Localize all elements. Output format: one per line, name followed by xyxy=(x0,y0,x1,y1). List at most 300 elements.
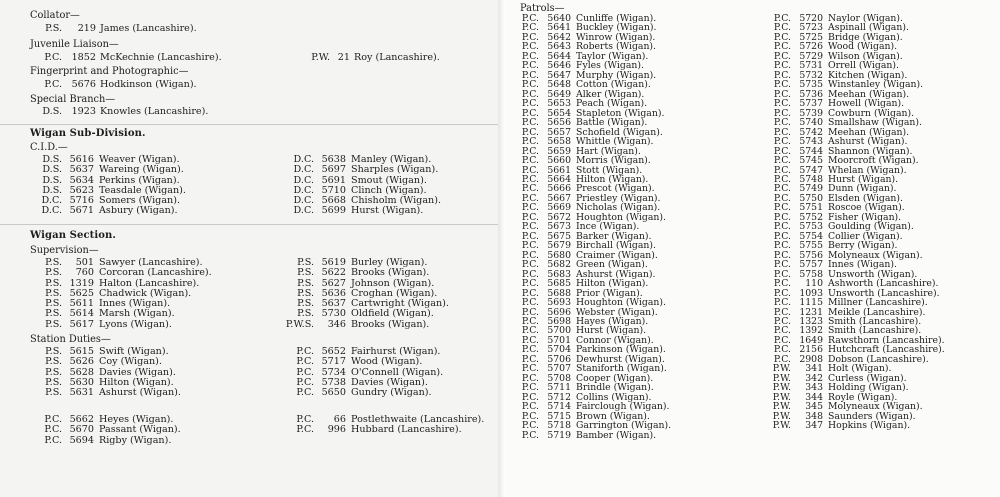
rank: P.C. xyxy=(773,344,791,356)
officer-name: Ashurst (Wigan). xyxy=(99,387,181,399)
officer-name: Brooks (Wigan). xyxy=(351,267,430,279)
officer-name: Heyes (Wigan). xyxy=(99,414,174,425)
officer-name: Hart (Wigan). xyxy=(576,145,641,157)
collar-number: 5758 xyxy=(799,268,823,280)
collar-number: 5661 xyxy=(547,164,571,176)
rank: P.C. xyxy=(296,366,314,378)
collar-number: 5683 xyxy=(547,268,571,280)
rank: P.S. xyxy=(45,308,62,320)
rank: P.C. xyxy=(773,79,791,91)
officer-name: Hilton (Wigan). xyxy=(576,173,649,185)
collar-number: 5657 xyxy=(547,126,571,138)
rank: P.C. xyxy=(521,164,539,176)
officer-name: Johnson (Wigan). xyxy=(351,277,435,289)
collar-number: 5699 xyxy=(321,205,346,217)
rank: P.C. xyxy=(521,382,539,394)
officer-name: Hurst (Wigan). xyxy=(576,325,647,337)
rank: P.C. xyxy=(773,306,791,318)
collar-number: 5719 xyxy=(547,429,571,441)
collar-number: 5753 xyxy=(799,221,823,233)
collar-number: 5740 xyxy=(799,117,823,129)
rank: P.C. xyxy=(521,344,539,356)
officer-name: Ashurst (Wigan). xyxy=(576,268,656,280)
rank: P.S. xyxy=(45,318,62,330)
collar-number: 5634 xyxy=(69,174,94,186)
rank: P.C. xyxy=(521,88,539,100)
collar-number: 5672 xyxy=(547,211,571,223)
officer-name: Davies (Wigan). xyxy=(99,366,176,378)
officer-name: Chadwick (Wigan). xyxy=(99,287,192,299)
rank: P.C. xyxy=(773,173,791,185)
officer-name: Hurst (Wigan). xyxy=(828,173,899,185)
officer-name: Ince (Wigan). xyxy=(576,221,640,233)
rank: D.C. xyxy=(293,154,314,165)
officer-name: Molyneaux (Wigan). xyxy=(828,249,923,261)
rank: P.C. xyxy=(296,356,314,368)
collar-number: 1319 xyxy=(69,277,94,289)
collar-number: 5694 xyxy=(69,434,94,446)
collar-number: 5756 xyxy=(799,249,823,261)
collar-number: 5641 xyxy=(547,22,571,34)
collar-number: 5717 xyxy=(321,356,346,368)
officer-name: Naylor (Wigan). xyxy=(828,13,903,24)
collar-number: 5704 xyxy=(547,344,571,356)
officer-name: Marsh (Wigan). xyxy=(99,308,175,320)
collar-number: 5707 xyxy=(547,363,571,375)
officer-name: Smallshaw (Wigan). xyxy=(828,117,922,129)
rank: P.C. xyxy=(521,79,539,91)
wigan-section-heading: Wigan Section. xyxy=(30,230,116,241)
station-duties-heading: Station Duties— xyxy=(30,334,111,345)
officer-name: O'Connell (Wigan). xyxy=(351,366,444,378)
section-divider xyxy=(0,124,498,125)
rank: D.C. xyxy=(293,184,314,196)
collar-number: 5654 xyxy=(547,107,571,119)
rank: P.C. xyxy=(773,183,791,195)
collar-number: 5720 xyxy=(799,13,823,24)
rank: P.C. xyxy=(296,414,314,425)
collar-number: 5714 xyxy=(547,401,571,413)
rank: D.C. xyxy=(41,205,62,217)
rank: P.C. xyxy=(296,387,314,399)
collar-number: 5748 xyxy=(799,173,823,185)
officer-name: Asbury (Wigan). xyxy=(99,205,178,217)
collar-number: 5662 xyxy=(69,414,94,425)
collar-number: 5616 xyxy=(69,154,94,165)
collar-number: 5671 xyxy=(69,205,94,217)
collar-number: 5738 xyxy=(321,376,346,388)
rank: P.S. xyxy=(45,267,62,279)
officer-name: Schofield (Wigan). xyxy=(576,126,663,138)
collar-number: 345 xyxy=(805,401,823,413)
section-divider xyxy=(0,224,498,225)
officer-name: Hayes (Wigan). xyxy=(576,316,649,327)
officer-name: Ashurst (Wigan). xyxy=(828,136,908,148)
station-duties-right-list xyxy=(276,347,443,398)
rank: D.S. xyxy=(42,174,62,186)
collar-number: 5630 xyxy=(69,376,94,388)
collar-number: 5640 xyxy=(547,13,571,24)
collar-number: 5659 xyxy=(547,145,571,157)
officer-name: Connor (Wigan). xyxy=(576,334,654,346)
collar-number: 5631 xyxy=(69,387,94,399)
collar-number: 5749 xyxy=(799,183,823,195)
left-page xyxy=(0,0,498,497)
rank: P.C. xyxy=(521,136,539,148)
station-duties-left-list-2 xyxy=(24,415,181,446)
officer-name: Moorcroft (Wigan). xyxy=(828,155,919,167)
rank: P.C. xyxy=(521,60,539,72)
collar-number: 1093 xyxy=(799,287,823,299)
rank: P.S. xyxy=(297,298,314,310)
rank: P.S. xyxy=(45,366,62,378)
collar-number: 5715 xyxy=(547,410,571,422)
collar-number: 5650 xyxy=(321,387,346,399)
officer-name: Orrell (Wigan). xyxy=(828,60,899,72)
rank: P.C. xyxy=(521,259,539,271)
rank: P.C. xyxy=(773,268,791,280)
officer-name: Unsworth (Lancashire). xyxy=(828,287,940,299)
collar-number: 5754 xyxy=(799,230,823,242)
patrols-list-2 xyxy=(765,14,945,431)
rank: P.C. xyxy=(44,414,62,425)
officer-name: Cowburn (Wigan). xyxy=(828,107,915,119)
rank: P.C. xyxy=(773,98,791,110)
collar-number: 5732 xyxy=(799,69,823,81)
rank: P.W. xyxy=(772,401,791,413)
officer-name: Battle (Wigan). xyxy=(576,117,648,129)
collar-number: 5669 xyxy=(547,202,571,214)
officer-name: Meikle (Lancashire). xyxy=(828,306,926,318)
collar-number: 5711 xyxy=(547,382,571,394)
rank: P.C. xyxy=(521,372,539,384)
rank: P.C. xyxy=(296,346,314,357)
wigan-sub-division-heading: Wigan Sub-Division. xyxy=(30,128,146,139)
rank: P.S. xyxy=(297,277,314,289)
officer-name: Unsworth (Wigan). xyxy=(828,268,918,280)
officer-name: Perkins (Wigan). xyxy=(99,174,180,186)
rank: P.C. xyxy=(521,221,539,233)
rank: P.C. xyxy=(296,424,314,436)
officer-name: Birchall (Wigan). xyxy=(576,240,656,252)
collar-number: 5617 xyxy=(69,318,94,330)
collar-number: 5644 xyxy=(547,50,571,62)
officer-name: Millner (Lancashire). xyxy=(828,297,928,309)
rank: P.C. xyxy=(521,316,539,327)
rank: D.C. xyxy=(293,195,314,207)
rank: P.C. xyxy=(773,88,791,100)
officer-name: Winrow (Wigan). xyxy=(576,31,656,43)
officer-name: Hurst (Wigan). xyxy=(351,205,424,217)
officer-name: Innes (Wigan). xyxy=(99,298,171,310)
rank: P.C. xyxy=(521,211,539,223)
rank: P.C. xyxy=(521,183,539,195)
rank: P.C. xyxy=(773,145,791,157)
rank: P.C. xyxy=(296,376,314,388)
rank: P.S. xyxy=(297,308,314,320)
collar-number: 341 xyxy=(805,363,823,375)
rank: P.C. xyxy=(521,69,539,81)
collar-number: 1649 xyxy=(799,334,823,346)
collar-number: 5718 xyxy=(547,420,571,432)
collar-number: 5643 xyxy=(547,41,571,53)
officer-name: Winstanley (Wigan). xyxy=(828,79,924,91)
rank: P.S. xyxy=(45,346,62,357)
rank: P.S. xyxy=(297,257,314,268)
officer-name: Saunders (Wigan). xyxy=(828,410,916,422)
right-page xyxy=(505,0,1000,497)
roster-row xyxy=(24,320,212,330)
collar-number: 5625 xyxy=(69,287,94,299)
rank: P.C. xyxy=(521,363,539,375)
collar-number: 5698 xyxy=(547,316,571,327)
rank: P.C. xyxy=(773,297,791,309)
collar-number: 2156 xyxy=(799,344,823,356)
officer-name: Prior (Wigan). xyxy=(576,287,643,299)
collar-number: 5648 xyxy=(547,79,571,91)
officer-name: Brown (Wigan). xyxy=(576,410,650,422)
officer-name: Dobson (Lancashire). xyxy=(828,353,929,365)
officer-name: Buckley (Wigan). xyxy=(576,22,657,34)
rank: P.C. xyxy=(521,173,539,185)
rank: P.W.S. xyxy=(285,318,314,330)
collar-number: 5716 xyxy=(69,195,94,207)
officer-name: Elsden (Wigan). xyxy=(828,192,903,204)
rank: P.C. xyxy=(773,230,791,242)
collar-number: 5664 xyxy=(547,173,571,185)
collar-number: 5637 xyxy=(321,298,346,310)
collar-number: 5725 xyxy=(799,31,823,43)
officer-name: Bridge (Wigan). xyxy=(828,31,903,43)
rank: P.W. xyxy=(772,391,791,403)
officer-name: Hilton (Wigan). xyxy=(99,376,174,388)
officer-name: Dewhurst (Wigan). xyxy=(576,353,665,365)
collar-number: 5739 xyxy=(799,107,823,119)
rank: P.C. xyxy=(773,50,791,62)
collar-number: 5700 xyxy=(547,325,571,337)
rank: P.C. xyxy=(773,221,791,233)
officer-name: Aspinall (Wigan). xyxy=(828,22,909,34)
collar-number: 5745 xyxy=(799,155,823,167)
roster-row: P.S. 219 James (Lancashire). xyxy=(45,23,197,34)
rank: P.W. xyxy=(772,410,791,422)
collar-number: 66 xyxy=(333,414,346,425)
officer-name: Rigby (Wigan). xyxy=(99,434,172,446)
rank: P.S. xyxy=(45,298,62,310)
officer-name: Davies (Wigan). xyxy=(351,376,428,388)
officer-name: Whelan (Wigan). xyxy=(828,164,907,176)
officer-name: Collier (Wigan). xyxy=(828,230,903,242)
officer-name: Ashworth (Lancashire). xyxy=(828,278,939,290)
rank: D.S. xyxy=(42,184,62,196)
rank: D.S. xyxy=(42,154,62,165)
officer-name: Burley (Wigan). xyxy=(351,257,428,268)
collar-number: 5726 xyxy=(799,41,823,53)
collar-number: 343 xyxy=(805,382,823,394)
officer-name: Curless (Wigan). xyxy=(828,372,907,384)
collar-number: 5638 xyxy=(321,154,346,165)
collar-number: 5614 xyxy=(69,308,94,320)
collar-number: 5653 xyxy=(547,98,571,110)
rank: P.S. xyxy=(45,287,62,299)
rank: P.C. xyxy=(773,192,791,204)
officer-name: Stapleton (Wigan). xyxy=(576,107,665,119)
collar-number: 5685 xyxy=(547,278,571,290)
rank: P.C. xyxy=(773,353,791,365)
collar-number: 347 xyxy=(805,420,823,432)
officer-name: Weaver (Wigan). xyxy=(99,154,180,165)
collar-number: 5673 xyxy=(547,221,571,233)
officer-name: Nicholas (Wigan). xyxy=(576,202,661,214)
officer-name: Craimer (Wigan). xyxy=(576,249,658,261)
officer-name: Meehan (Wigan). xyxy=(828,88,910,100)
officer-name: Wood (Wigan). xyxy=(828,41,898,53)
collar-number: 5682 xyxy=(547,259,571,271)
rank: P.C. xyxy=(521,268,539,280)
roster-row xyxy=(765,421,945,430)
collar-number: 5619 xyxy=(321,257,346,268)
collar-number: 110 xyxy=(805,278,823,290)
supervision-heading: Supervision— xyxy=(30,245,99,256)
officer-name: Collins (Wigan). xyxy=(576,391,652,403)
collar-number: 5752 xyxy=(799,211,823,223)
rank: P.C. xyxy=(521,155,539,167)
roster-row: P.C. 5676 Hodkinson (Wigan). xyxy=(44,79,197,90)
officer-name: Goulding (Wigan). xyxy=(828,221,914,233)
patrols-list-1 xyxy=(513,14,671,440)
officer-name: Somers (Wigan). xyxy=(99,195,181,207)
supervision-left-list xyxy=(24,258,212,330)
rank: P.C. xyxy=(521,410,539,422)
rank: P.C. xyxy=(773,202,791,214)
collar-number: 996 xyxy=(327,424,346,436)
rank: P.C. xyxy=(773,316,791,327)
rank: P.C. xyxy=(521,297,539,309)
rank: P.C. xyxy=(521,202,539,214)
officer-name: Hubbard (Lancashire). xyxy=(351,424,462,436)
roster-row: D.S. 1923 Knowles (Lancashire). xyxy=(42,106,209,117)
collar-number: 5701 xyxy=(547,334,571,346)
collar-number: 5668 xyxy=(321,195,346,207)
rank: P.W. xyxy=(772,382,791,394)
roster-row: P.C. 1852 McKechnie (Lancashire). xyxy=(44,52,222,63)
officer-name: Wood (Wigan). xyxy=(351,356,423,368)
collar-number: 5627 xyxy=(321,277,346,289)
roster-row xyxy=(276,425,484,435)
rank: P.C. xyxy=(773,164,791,176)
officer-name: Corcoran (Lancashire). xyxy=(99,267,212,279)
rank: P.S. xyxy=(297,267,314,279)
rank: P.S. xyxy=(45,257,62,268)
officer-name: Wilson (Wigan). xyxy=(828,50,903,62)
collar-number: 5622 xyxy=(321,267,346,279)
rank: P.C. xyxy=(521,98,539,110)
supervision-right-list xyxy=(276,258,449,330)
rank: P.C. xyxy=(521,287,539,299)
officer-name: Garrington (Wigan). xyxy=(576,420,672,432)
rank: P.C. xyxy=(773,13,791,24)
rank: P.C. xyxy=(521,240,539,252)
rank: P.C. xyxy=(773,60,791,72)
rank: P.C. xyxy=(773,69,791,81)
officer-name: Meehan (Wigan). xyxy=(828,126,910,138)
officer-name: Berry (Wigan). xyxy=(828,240,898,252)
officer-name: Taylor (Wigan). xyxy=(576,50,649,62)
officer-name: Croghan (Wigan). xyxy=(351,287,438,299)
collar-number: 5666 xyxy=(547,183,571,195)
collar-number: 5688 xyxy=(547,287,571,299)
officer-name: Lyons (Wigan). xyxy=(99,318,172,330)
rank: P.C. xyxy=(521,192,539,204)
rank: P.C. xyxy=(773,136,791,148)
officer-name: Murphy (Wigan). xyxy=(576,69,657,81)
rank: P.C. xyxy=(773,155,791,167)
officer-name: Holt (Wigan). xyxy=(828,363,892,375)
rank: P.C. xyxy=(521,117,539,129)
officer-name: Brooks (Wigan). xyxy=(351,318,430,330)
collar-number: 5710 xyxy=(321,184,346,196)
officer-name: Cotton (Wigan). xyxy=(576,79,651,91)
collar-number: 501 xyxy=(75,257,94,268)
rank: P.S. xyxy=(45,387,62,399)
rank: P.C. xyxy=(521,353,539,365)
officer-name: Hopkins (Wigan). xyxy=(828,420,911,432)
rank: D.C. xyxy=(293,164,314,176)
officer-name: Roscoe (Wigan). xyxy=(828,202,905,214)
officer-name: Webster (Wigan). xyxy=(576,306,658,318)
officer-name: Passant (Wigan). xyxy=(99,424,181,436)
officer-name: Dunn (Wigan). xyxy=(828,183,897,195)
officer-name: Shannon (Wigan). xyxy=(828,145,913,157)
rank: P.C. xyxy=(521,145,539,157)
collar-number: 5747 xyxy=(799,164,823,176)
officer-name: Prescot (Wigan). xyxy=(576,183,655,195)
officer-name: Green (Wigan). xyxy=(576,259,648,271)
rank: P.C. xyxy=(521,13,539,24)
collar-number: 5730 xyxy=(321,308,346,320)
rank: P.C. xyxy=(773,126,791,138)
roster-row xyxy=(24,206,186,216)
collar-number: 5660 xyxy=(547,155,571,167)
collar-number: 5656 xyxy=(547,117,571,129)
collar-number: 1323 xyxy=(799,316,823,327)
rank: P.C. xyxy=(773,325,791,337)
officer-name: Oldfield (Wigan). xyxy=(351,308,434,320)
collar-number: 5712 xyxy=(547,391,571,403)
juvenile-liaison-heading: Juvenile Liaison— xyxy=(30,39,119,50)
collar-number: 5658 xyxy=(547,136,571,148)
collar-number: 5735 xyxy=(799,79,823,91)
officer-name: Smout (Wigan). xyxy=(351,174,427,186)
officer-name: Coy (Wigan). xyxy=(99,356,162,368)
rank: D.C. xyxy=(293,205,314,217)
rank: P.C. xyxy=(773,240,791,252)
rank: P.C. xyxy=(773,41,791,53)
rank: P.C. xyxy=(521,306,539,318)
rank: P.C. xyxy=(521,278,539,290)
collar-number: 5637 xyxy=(69,164,94,176)
officer-name: Houghton (Wigan). xyxy=(576,211,666,223)
roster-row xyxy=(24,436,181,446)
collar-number: 5750 xyxy=(799,192,823,204)
officer-name: Howell (Wigan). xyxy=(828,98,905,110)
collar-number: 5696 xyxy=(547,306,571,318)
patrols-heading: Patrols— xyxy=(520,3,565,14)
rank: P.C. xyxy=(773,31,791,43)
rank: P.S. xyxy=(45,356,62,368)
officer-name: Hutchcraft (Lancashire). xyxy=(828,344,945,356)
rank: P.C. xyxy=(773,117,791,129)
